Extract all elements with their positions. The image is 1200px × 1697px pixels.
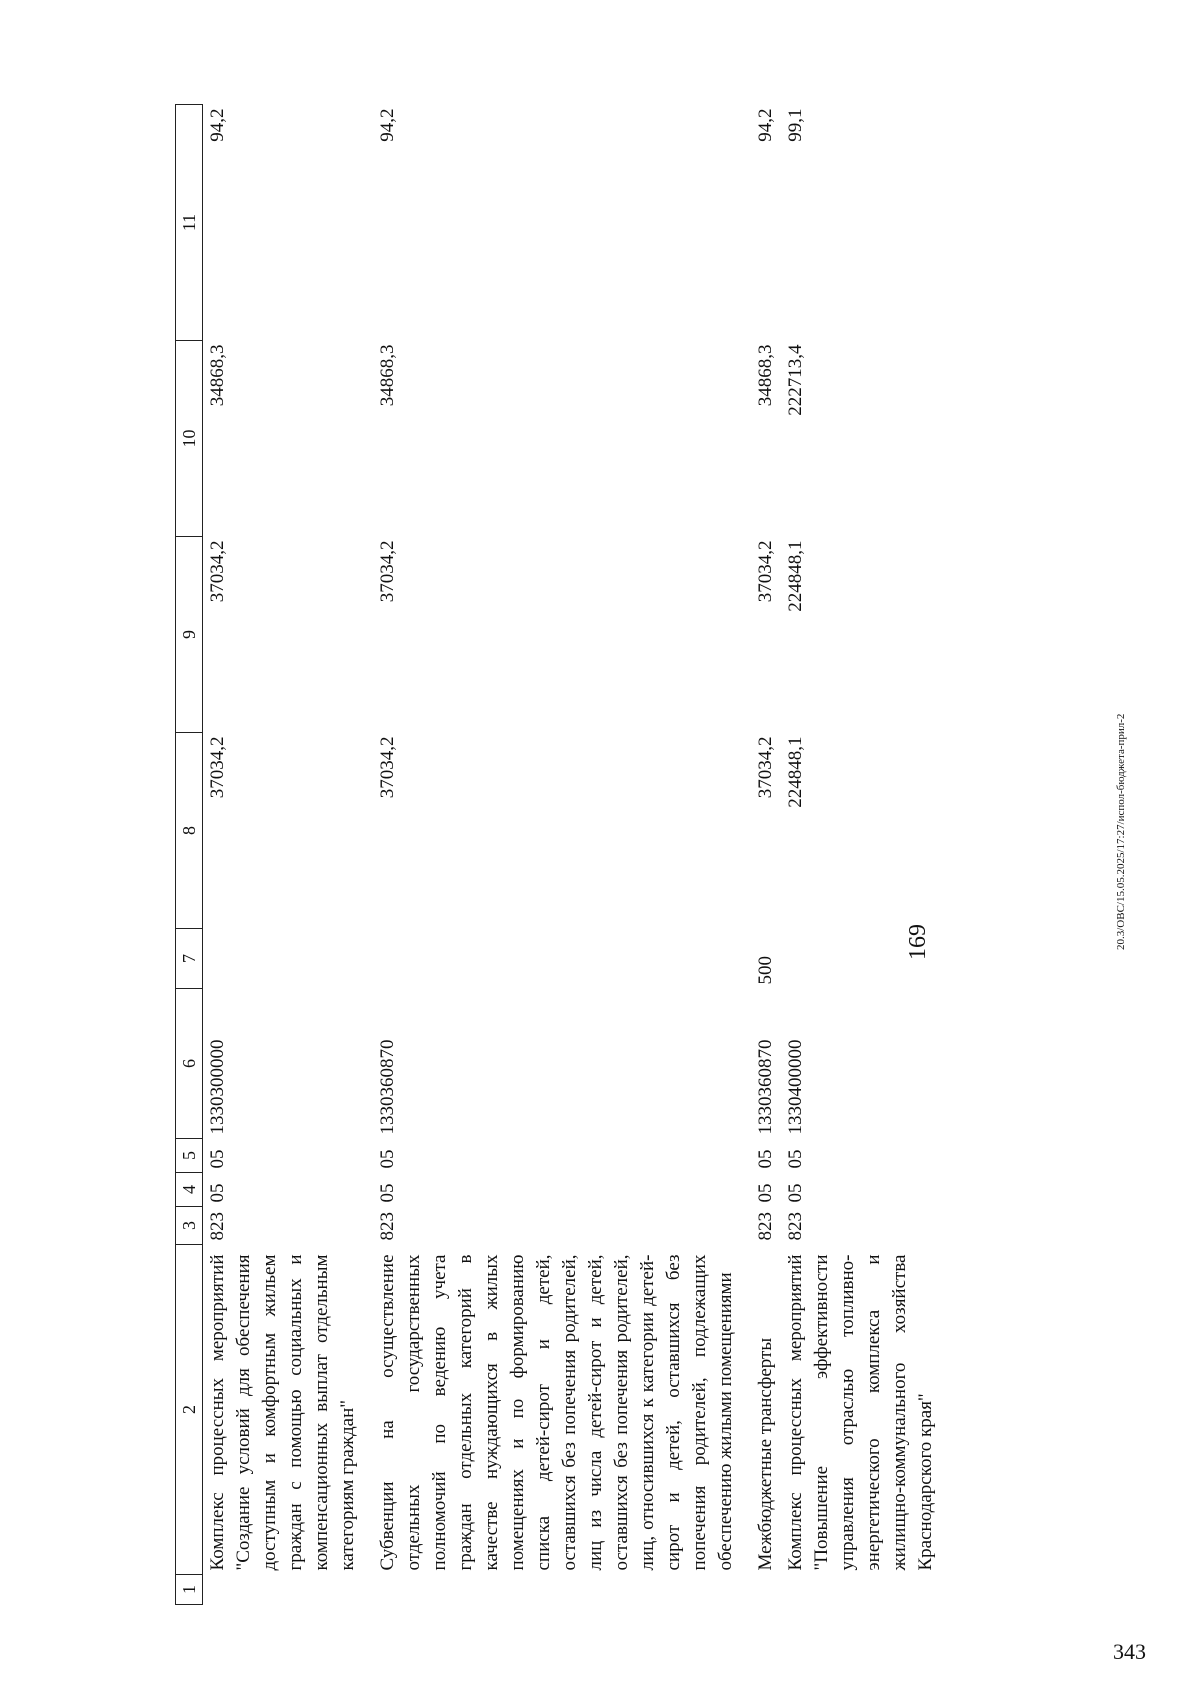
column-header: 7	[176, 929, 203, 989]
cell-expense-type	[363, 929, 741, 989]
cell-value-11: 94,2	[377, 108, 398, 142]
cell-target-article: 1330360870	[755, 1039, 776, 1135]
cell-value-11: 99,1	[785, 108, 806, 142]
cell-expense-type	[203, 929, 364, 989]
cell-value-9: 37034,2	[207, 540, 228, 603]
cell-description: Межбюджетные трансферты	[755, 1337, 776, 1571]
cell-value-11: 94,2	[207, 108, 228, 142]
cell-value-8: 224848,1	[785, 736, 806, 808]
cell-description: Комплекс процессных мероприятий "Повышение эффективности управления отраслью топливно-энергетического комплекса и жилищно-коммунального хозяйства Краснодарского края"	[785, 1254, 936, 1571]
cell-value-8: 37034,2	[755, 736, 776, 799]
cell-subsection: 05	[207, 1149, 228, 1169]
cell-number	[363, 1575, 741, 1605]
cell-subsection: 05	[377, 1149, 398, 1169]
cell-value-8: 37034,2	[207, 736, 228, 799]
cell-value-10: 34868,3	[377, 344, 398, 407]
table-row	[363, 105, 741, 1605]
footer-path-text: 20.3/ОВС/15.05.2025/17:27/испол-бюджета-прил-2	[1115, 713, 1127, 950]
table-header-row	[176, 105, 203, 1605]
cell-value-10: 34868,3	[755, 344, 776, 407]
cell-value-10: 222713,4	[785, 344, 806, 416]
cell-number	[781, 1575, 941, 1605]
cell-section: 05	[755, 1183, 776, 1203]
cell-ministry-code: 823	[755, 1212, 776, 1241]
cell-subsection: 05	[755, 1149, 776, 1169]
budget-table	[175, 104, 941, 1605]
column-header: 8	[176, 733, 203, 929]
column-header: 9	[176, 537, 203, 733]
cell-ministry-code: 823	[207, 1212, 228, 1241]
cell-section: 05	[785, 1183, 806, 1203]
page-number: 169	[905, 924, 931, 960]
cell-ministry-code: 823	[785, 1212, 806, 1241]
cell-number	[741, 1575, 781, 1605]
cell-value-9: 37034,2	[755, 540, 776, 603]
column-header: 5	[176, 1139, 203, 1173]
cell-target-article: 1330360870	[377, 1039, 398, 1135]
column-header: 2	[176, 1245, 203, 1575]
column-header: 4	[176, 1173, 203, 1207]
cell-value-10: 34868,3	[207, 344, 228, 407]
column-header: 10	[176, 341, 203, 537]
cell-value-8: 37034,2	[377, 736, 398, 799]
footer-path	[1115, 410, 1135, 950]
rotated-page	[150, 105, 1170, 1625]
cell-description: Субвенции на осуществление отдельных государственных полномочий по ведению учета граждан отдельных категорий в качестве нуждающихся в жилых помещениях и по формированию списка детей-сирот и детей, оставшихся без попечения родителей, лиц из числа детей-сирот и детей, оставшихся без попечения родителей, лиц, относившихся к категории детей-сирот и детей, оставшихся без попечения родителей, подлежащих обеспечению жилыми помещениями	[377, 1254, 736, 1571]
column-header: 11	[176, 105, 203, 341]
column-header: 3	[176, 1207, 203, 1245]
cell-value-9: 224848,1	[785, 540, 806, 612]
cell-target-article: 1330400000	[785, 1039, 806, 1135]
table-row	[741, 105, 781, 1605]
cell-value-11: 94,2	[755, 108, 776, 142]
cell-description: Комплекс процессных мероприятий "Создание условий для обеспечения доступным и комфортным жильем граждан с помощью социальных и компенсационных выплат отдельным категориям граждан"	[207, 1254, 358, 1571]
table-row	[203, 105, 364, 1605]
cell-ministry-code: 823	[377, 1212, 398, 1241]
cell-section: 05	[207, 1183, 228, 1203]
column-header: 1	[176, 1575, 203, 1605]
cell-subsection: 05	[785, 1149, 806, 1169]
table-row	[781, 105, 941, 1605]
cell-expense-type: 500	[755, 956, 776, 985]
cell-value-9: 37034,2	[377, 540, 398, 603]
cell-target-article: 1330300000	[207, 1039, 228, 1135]
cell-number	[203, 1575, 364, 1605]
column-header: 6	[176, 989, 203, 1139]
cell-section: 05	[377, 1183, 398, 1203]
sheet-number: 343	[1113, 1639, 1146, 1664]
